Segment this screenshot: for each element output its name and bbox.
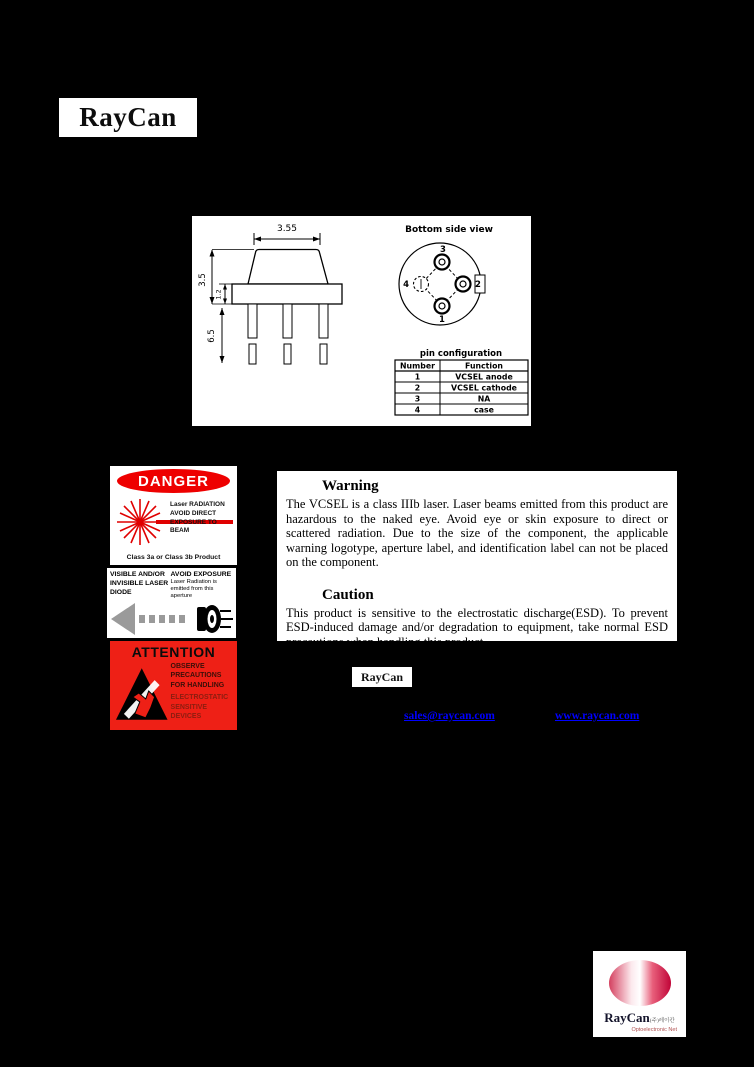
table-cell: 3 [414, 394, 421, 404]
bottom-view-title: Bottom side view [405, 225, 493, 235]
table-cell: 2 [414, 383, 421, 393]
esd-title: ATTENTION [131, 644, 216, 660]
company-logo-text: RayCan [79, 102, 177, 132]
table-cell: VCSEL cathode [451, 383, 517, 393]
pin-label-1: 1 [439, 315, 445, 325]
package-cap [248, 250, 328, 285]
danger-label [110, 466, 237, 565]
package-drawing-panel [192, 216, 531, 426]
corporate-logo-tagline: Optoelectronic Net [631, 1027, 677, 1033]
dim-flange-height: 1.2 [214, 289, 223, 300]
pin-label-2: 2 [475, 280, 481, 290]
esd-text-handling: OBSERVE PRECAUTIONS FOR HANDLING [170, 663, 225, 689]
notice-box [276, 470, 678, 649]
package-flange [232, 284, 342, 304]
aperture-right-title: AVOID EXPOSURE [170, 571, 232, 578]
dim-lead-length: 6.5 [207, 329, 217, 343]
corporate-logo-korean: (주)레이칸 [649, 1018, 675, 1024]
pin-label-4: 4 [403, 280, 409, 290]
danger-ellipse [117, 469, 230, 493]
danger-text-line: EXPOSURE TO BEAM [170, 518, 217, 535]
table-cell: 1 [414, 372, 421, 382]
danger-text [170, 501, 234, 536]
table-cell: case [474, 405, 494, 415]
pin-label-3: 3 [440, 245, 446, 255]
table-cell: 4 [414, 405, 421, 415]
laser-aperture-icon [109, 600, 234, 638]
danger-title: DANGER [137, 472, 209, 490]
footer-logo-text: RayCan [360, 669, 403, 684]
danger-text-line: AVOID DIRECT [170, 509, 217, 517]
danger-class-text: Class 3a or Class 3b Product [126, 554, 221, 561]
caution-title: Caution [322, 586, 374, 603]
package-drawing [192, 216, 531, 426]
danger-text-line: Laser RADIATION [170, 501, 225, 508]
pin-table-header-number: Number [400, 361, 435, 371]
beam-arrow-icon [111, 603, 135, 635]
table-cell: NA [477, 394, 491, 404]
aperture-left-text: VISIBLE AND/OR INVISIBLE LASER DIODE [110, 571, 169, 596]
pin-table-header-function: Function [465, 361, 503, 371]
esd-hand-icon [113, 662, 169, 724]
corporate-logo-name: RayCan [604, 1010, 650, 1025]
danger-header [110, 466, 237, 496]
website-link[interactable]: www.raycan.com [555, 710, 640, 722]
dim-cap-height: 3.5 [198, 273, 208, 287]
pin-table-title: pin configuration [419, 349, 503, 359]
footer-logo [352, 667, 412, 687]
aperture-warning-label [105, 566, 238, 640]
dim-top-width: 3.55 [276, 224, 298, 234]
caution-text: This product is sensitive to the electrostatic discharge(ESD). To prevent ESD-induced damage and/or degradation to equipment, take normal ESD precautions when handling this product. [286, 605, 668, 649]
esd-text-devices: ELECTROSTATIC SENSITIVE DEVICES [170, 694, 229, 721]
table-cell: VCSEL anode [455, 372, 513, 382]
aperture-right-text: Laser Radiation is emitted from this aperture [170, 579, 217, 600]
email-link[interactable]: sales@raycan.com [404, 710, 495, 722]
warning-text: The VCSEL is a class IIIb laser. Laser beams emitted from this product are hazardous to the naked eye. Avoid eye or skin exposure to direct or scattered radiation. Due to the size of the component, the applicable warning logotype, aperture label, and identification label can not be placed on the component. [286, 497, 668, 569]
corporate-logo [593, 951, 686, 1037]
warning-title: Warning [322, 478, 379, 494]
logo-gradient-ellipse-icon [609, 960, 671, 1006]
laser-diode-icon [197, 605, 233, 633]
company-logo [59, 98, 197, 137]
esd-attention-label [110, 641, 237, 730]
